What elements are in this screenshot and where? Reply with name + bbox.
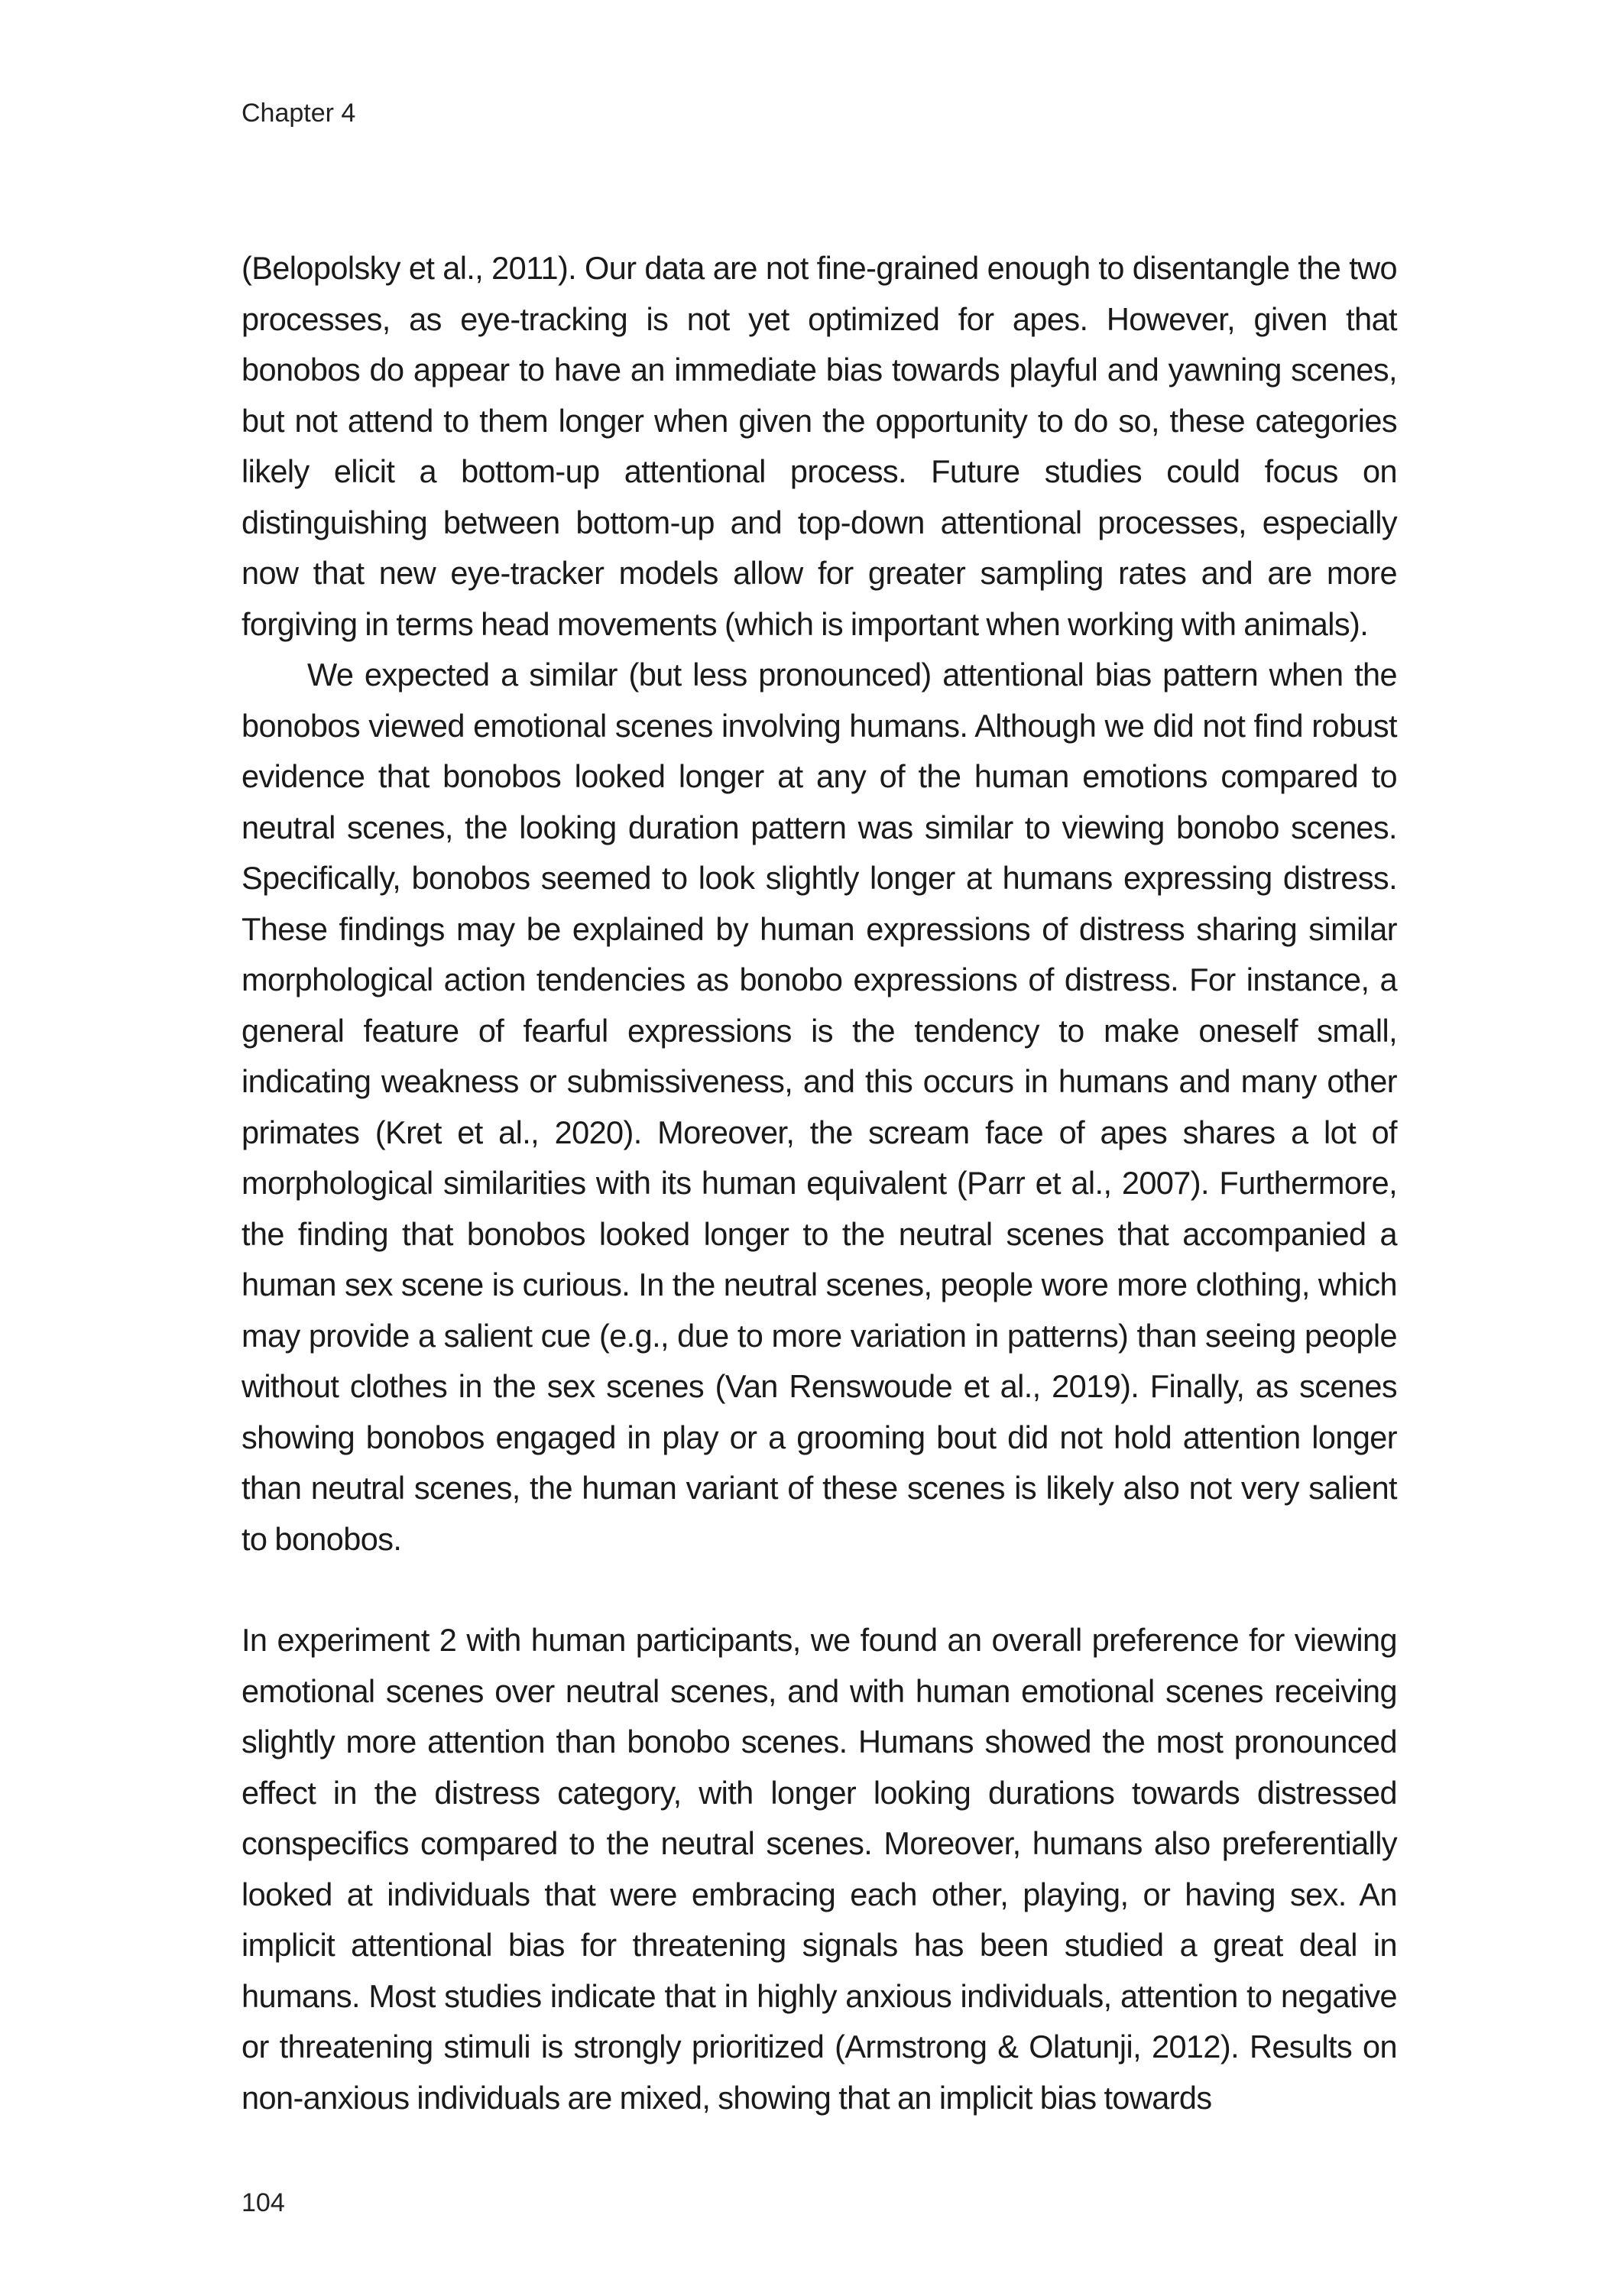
paragraph-indented: We expected a similar (but less pronounced) attentional bias pattern when the bonobos viewed emotional scenes involving humans. Although we did not find robust evidence that bonobos looked longer at any of the human emotions compared to neutral scenes, the looking duration pattern was similar to viewing bonobo scenes. Specifically, bonobos seemed to look slightly longer at humans expressing distress. These findings may be explained by human expressions of distress sharing similar morphological action tendencies as bonobo expressions of distress. For instance, a general feature of fearful expressions is the tendency to make oneself small, indicating weakness or submissiveness, and this occurs in humans and many other primates (Kret et al., 2020). Moreover, the scream face of apes shares a lot of morphological similarities with its human equivalent (Parr et al., 2007). Furthermore, the finding that bonobos looked longer to the neutral scenes that accompanied a human sex scene is curious. In the neutral scenes, people wore more clothing, which may provide a salient cue (e.g., due to more variation in patterns) than seeing people without clothes in the sex scenes (Van Renswoude et al., 2019). Finally, as scenes showing bonobos engaged in play or a grooming bout did not hold attention longer than neutral scenes, the human variant of these scenes is likely also not very salient to bonobos. [241,657,1397,1557]
paragraph-new-section: In experiment 2 with human participants, we found an overall preference for viewing emotional scenes over neutral scenes, and with human emotional scenes receiving slightly more attention than bonobo scenes. Humans showed the most pronounced effect in the distress category, with longer looking durations towards distressed conspecifics compared to the neutral scenes. Moreover, humans also preferentially looked at individuals that were embracing each other, playing, or having sex. An implicit attentional bias for threatening signals has been studied a great deal in humans. Most studies indicate that in highly anxious individuals, attention to negative or threatening stimuli is strongly prioritized (Armstrong & Olatunji, 2012). Results on non-anxious individuals are mixed, showing that an implicit bias towards [241,1622,1397,2116]
page-number: 104 [241,2188,285,2217]
running-head: Chapter 4 [241,99,356,128]
paragraph-continuation: (Belopolsky et al., 2011). Our data are not fine-grained enough to disentangle the two processes, as eye-tracking is not yet optimized for apes. However, given that bonobos do appear to have an immediate bias towards playful and yawning scenes, but not attend to them longer when given the opportunity to do so, these categories likely elicit a bottom-up attentional process. Future studies could focus on distinguishing between bottom-up and top-down attentional processes, especially now that new eye-tracker models allow for greater sampling rates and are more forgiving in terms head movements (which is important when working with animals). [241,250,1397,642]
body-text [241,243,1397,2123]
